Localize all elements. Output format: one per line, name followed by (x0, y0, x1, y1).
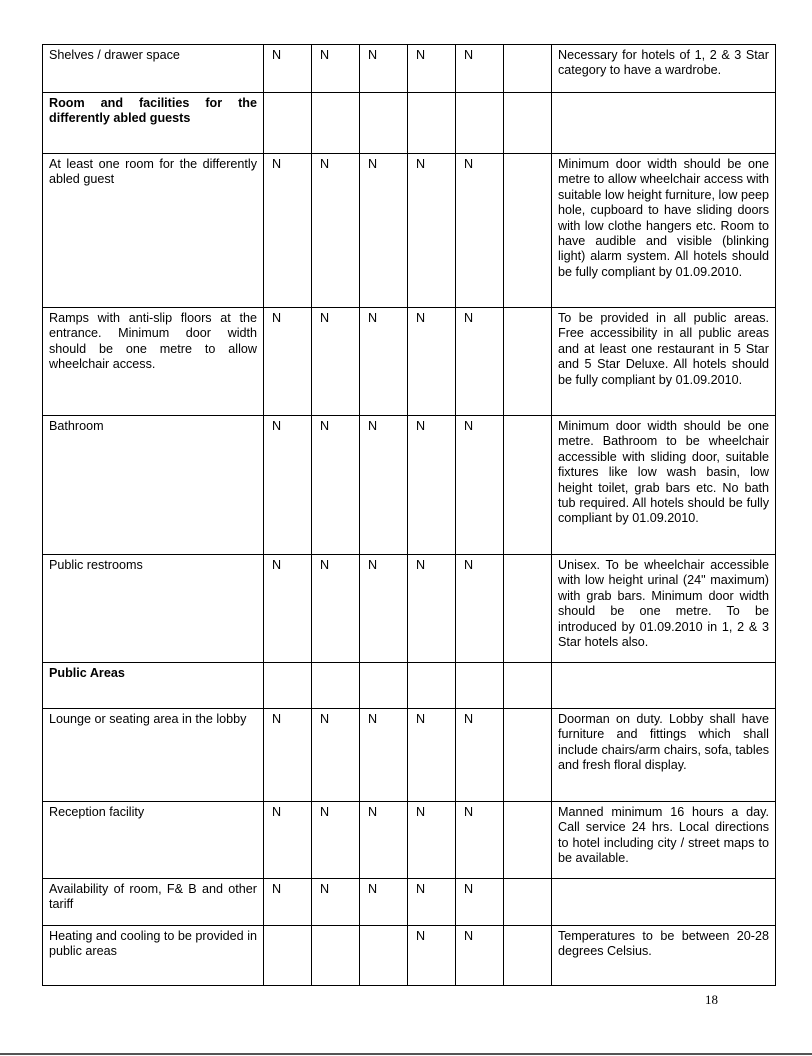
category-mark-cell (456, 93, 504, 154)
category-mark-cell (504, 416, 552, 555)
category-mark-cell: N (312, 416, 360, 555)
category-mark-cell: N (360, 879, 408, 926)
category-mark-cell: N (456, 308, 504, 416)
facility-cell: Reception facility (43, 802, 264, 879)
category-mark-cell: N (408, 802, 456, 879)
category-mark-cell: N (456, 709, 504, 802)
remarks-cell: Necessary for hotels of 1, 2 & 3 Star category to have a wardrobe. (552, 45, 776, 93)
category-mark-cell: N (408, 879, 456, 926)
remarks-cell: Minimum door width should be one metre. Bathroom to be wheelchair accessible with sliding door, suitable fixtures like low wash basin, low height toilet, grab bars etc. No bath tub required. All hotels should be fully compliant by 01.09.2010. (552, 416, 776, 555)
facility-cell: Bathroom (43, 416, 264, 555)
table-row (43, 709, 776, 802)
category-mark-cell: N (312, 308, 360, 416)
standards-table (42, 44, 776, 986)
facility-cell: Public restrooms (43, 555, 264, 663)
facility-cell: Heating and cooling to be provided in public areas (43, 926, 264, 986)
remarks-cell (552, 879, 776, 926)
category-mark-cell: N (360, 154, 408, 308)
category-mark-cell: N (264, 802, 312, 879)
category-mark-cell (504, 93, 552, 154)
category-mark-cell (504, 802, 552, 879)
remarks-cell: Temperatures to be between 20-28 degrees Celsius. (552, 926, 776, 986)
category-mark-cell (504, 555, 552, 663)
category-mark-cell: N (456, 555, 504, 663)
category-mark-cell: N (408, 154, 456, 308)
category-mark-cell: N (408, 416, 456, 555)
category-mark-cell: N (408, 308, 456, 416)
category-mark-cell: N (456, 802, 504, 879)
category-mark-cell: N (360, 802, 408, 879)
category-mark-cell (312, 663, 360, 709)
category-mark-cell (504, 663, 552, 709)
category-mark-cell: N (312, 555, 360, 663)
category-mark-cell (264, 926, 312, 986)
table-row (43, 663, 776, 709)
category-mark-cell: N (264, 555, 312, 663)
category-mark-cell: N (456, 154, 504, 308)
category-mark-cell: N (456, 45, 504, 93)
category-mark-cell: N (312, 709, 360, 802)
category-mark-cell (360, 93, 408, 154)
facility-cell: At least one room for the differently abled guest (43, 154, 264, 308)
remarks-cell: Unisex. To be wheelchair accessible with low height urinal (24" maximum) with grab bars. Minimum door width should be one metre. To be introduced by 01.09.2010 in 1, 2 & 3 Star hotels also. (552, 555, 776, 663)
table-row (43, 45, 776, 93)
category-mark-cell: N (456, 926, 504, 986)
category-mark-cell (312, 926, 360, 986)
category-mark-cell (504, 879, 552, 926)
section-heading-cell: Room and facilities for the differently abled guests (43, 93, 264, 154)
page-bottom-rule (0, 1053, 812, 1055)
category-mark-cell: N (408, 555, 456, 663)
category-mark-cell: N (360, 308, 408, 416)
table-row (43, 308, 776, 416)
category-mark-cell: N (456, 879, 504, 926)
table-row (43, 802, 776, 879)
category-mark-cell: N (408, 709, 456, 802)
category-mark-cell: N (264, 416, 312, 555)
category-mark-cell (504, 308, 552, 416)
category-mark-cell: N (312, 802, 360, 879)
category-mark-cell: N (408, 926, 456, 986)
table-row (43, 926, 776, 986)
page-number: 18 (705, 992, 718, 1007)
category-mark-cell: N (264, 879, 312, 926)
remarks-cell: Minimum door width should be one metre to allow wheelchair access with suitable low height furniture, low peep hole, cupboard to have sliding doors with low clothe hangers etc. Room to have audible and visible (blinking light) alarm system. All hotels should be fully compliant by 01.09.2010. (552, 154, 776, 308)
section-heading-cell: Public Areas (43, 663, 264, 709)
facility-cell: Ramps with anti-slip floors at the entrance. Minimum door width should be one metre to allow wheelchair access. (43, 308, 264, 416)
category-mark-cell: N (264, 709, 312, 802)
category-mark-cell (360, 663, 408, 709)
category-mark-cell (504, 45, 552, 93)
category-mark-cell: N (312, 45, 360, 93)
category-mark-cell (408, 663, 456, 709)
category-mark-cell: N (264, 308, 312, 416)
category-mark-cell: N (312, 879, 360, 926)
category-mark-cell: N (312, 154, 360, 308)
category-mark-cell: N (408, 45, 456, 93)
category-mark-cell (456, 663, 504, 709)
category-mark-cell (504, 709, 552, 802)
category-mark-cell: N (456, 416, 504, 555)
category-mark-cell: N (264, 45, 312, 93)
table-row (43, 93, 776, 154)
table-row (43, 154, 776, 308)
category-mark-cell: N (264, 154, 312, 308)
table-row (43, 416, 776, 555)
category-mark-cell (408, 93, 456, 154)
category-mark-cell: N (360, 709, 408, 802)
remarks-cell: To be provided in all public areas. Free accessibility in all public areas and at least one restaurant in 5 Star and 5 Star Deluxe. All hotels should be fully compliant by 01.09.2010. (552, 308, 776, 416)
table-row (43, 555, 776, 663)
category-mark-cell: N (360, 555, 408, 663)
category-mark-cell (504, 926, 552, 986)
category-mark-cell (264, 93, 312, 154)
category-mark-cell: N (360, 45, 408, 93)
remarks-cell (552, 93, 776, 154)
facility-cell: Lounge or seating area in the lobby (43, 709, 264, 802)
category-mark-cell (312, 93, 360, 154)
category-mark-cell (360, 926, 408, 986)
remarks-cell: Manned minimum 16 hours a day. Call service 24 hrs. Local directions to hotel including city / street maps to be available. (552, 802, 776, 879)
facility-cell: Availability of room, F& B and other tariff (43, 879, 264, 926)
remarks-cell (552, 663, 776, 709)
category-mark-cell (264, 663, 312, 709)
facility-cell: Shelves / drawer space (43, 45, 264, 93)
table-row (43, 879, 776, 926)
category-mark-cell (504, 154, 552, 308)
remarks-cell: Doorman on duty. Lobby shall have furniture and fittings which shall include chairs/arm chairs, sofa, tables and fresh floral display. (552, 709, 776, 802)
category-mark-cell: N (360, 416, 408, 555)
